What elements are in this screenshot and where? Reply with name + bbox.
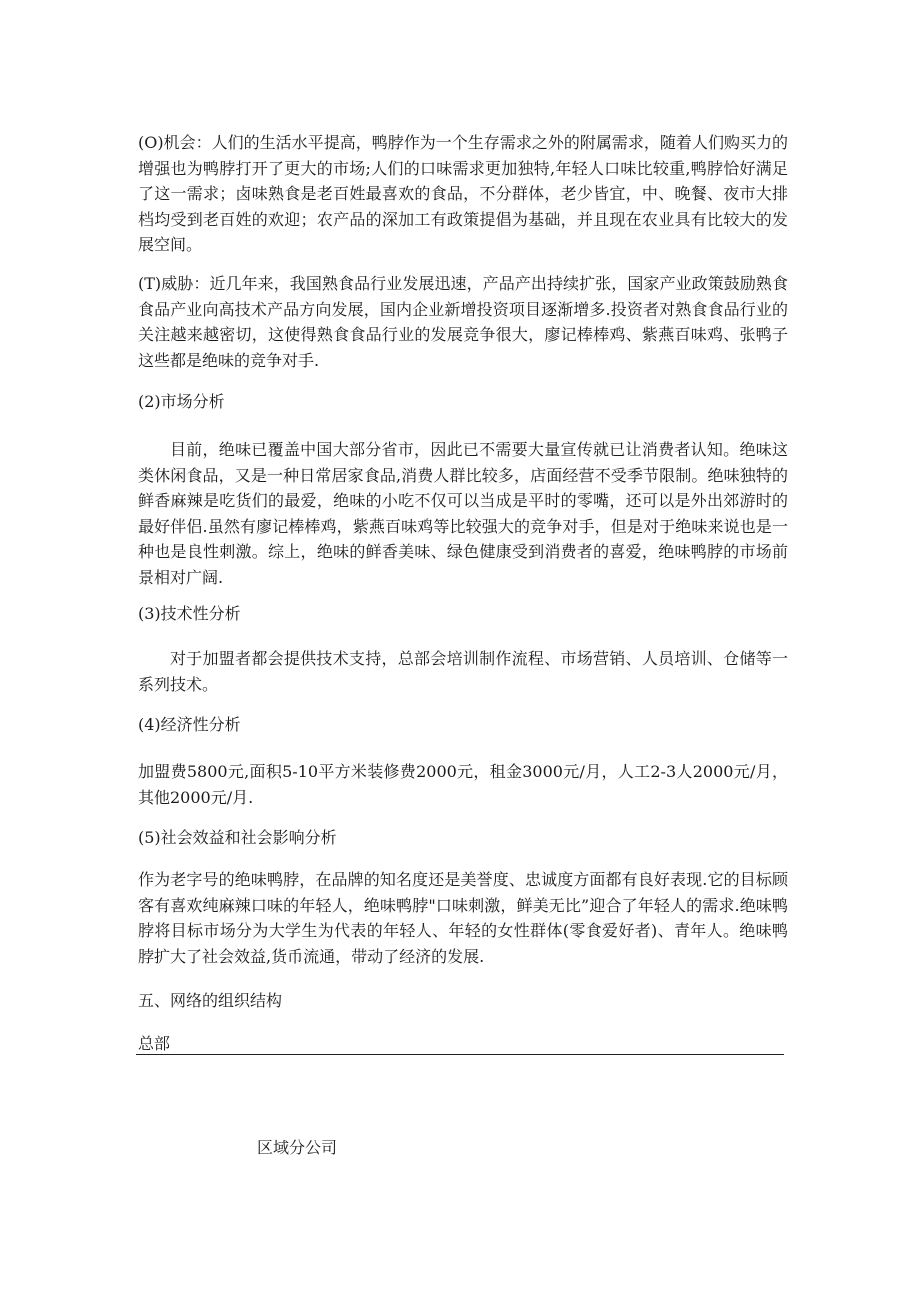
economic-analysis-heading: (4)经济性分析 — [138, 715, 241, 734]
org-chart-divider — [136, 1054, 784, 1055]
threat-paragraph: (T)威胁：近几年来，我国熟食品行业发展迅速，产品产出持续扩张，国家产业政策鼓励熟食食品产业向高技术产品方向发展，国内企业新增投资项目逐渐增多.投资者对熟食食品行业的关注越来越密切，这使得熟食食品行业的发展竞争很大，廖记棒棒鸡、紫燕百味鸡、张鸭子这些都是绝味的竞争对手. — [138, 274, 788, 370]
technical-analysis-heading: (3)技术性分析 — [138, 604, 241, 623]
social-analysis-paragraph: 作为老字号的绝味鸭脖，在品牌的知名度还是美誉度、忠诚度方面都有良好表现.它的目标顾客有喜欢纯麻辣口味的年轻人，绝味鸭脖"口味刺激，鲜美无比”迎合了年轻人的需求.绝味鸭脖将目标市场分为大学生为代表的年轻人、年轻的女性群体(零食爱好者)、青年人。绝味鸭脖扩大了社会效益,货币流通，带动了经济的发展. — [138, 870, 788, 966]
regional-branch-label: 区域分公司 — [257, 1138, 338, 1157]
technical-analysis-paragraph: 对于加盟者都会提供技术支持，总部会培训制作流程、市场营销、人员培训、仓储等一系列技术。 — [138, 649, 788, 694]
market-analysis-heading: (2)市场分析 — [138, 392, 225, 411]
headquarters-label: 总部 — [138, 1034, 171, 1053]
market-analysis-paragraph: 目前，绝味已覆盖中国大部分省市，因此已不需要大量宣传就已让消费者认知。绝味这类休闲食品，又是一种日常居家食品,消费人群比较多，店面经营不受季节限制。绝味独特的鲜香麻辣是吃货们的最爱，绝味的小吃不仅可以当成是平时的零嘴，还可以是外出郊游时的最好伴侣.虽然有廖记棒棒鸡，紫燕百味鸡等比较强大的竞争对手，但是对于绝味来说也是一种也是良性刺激。综上，绝味的鲜香美味、绿色健康受到消费者的喜爱，绝味鸭脖的市场前景相对广阔. — [138, 440, 788, 587]
social-analysis-heading: (5)社会效益和社会影响分析 — [138, 828, 337, 847]
organization-heading: 五、网络的组织结构 — [138, 991, 283, 1010]
economic-analysis-paragraph: 加盟费5800元,面积5-10平方米装修费2000元，租金3000元/月，人工2-3人2000元/月，其他2000元/月. — [138, 762, 788, 807]
opportunity-paragraph: (O)机会：人们的生活水平提高，鸭脖作为一个生存需求之外的附属需求，随着人们购买力的增强也为鸭脖打开了更大的市场;人们的口味需求更加独特,年轻人口味比较重,鸭脖恰好满足了这一需求；卤味熟食是老百姓最喜欢的食品，不分群体，老少皆宜，中、晚餐、夜市大排档均受到老百姓的欢迎；农产品的深加工有政策提倡为基础，并且现在农业具有比较大的发展空间。 — [138, 133, 788, 254]
